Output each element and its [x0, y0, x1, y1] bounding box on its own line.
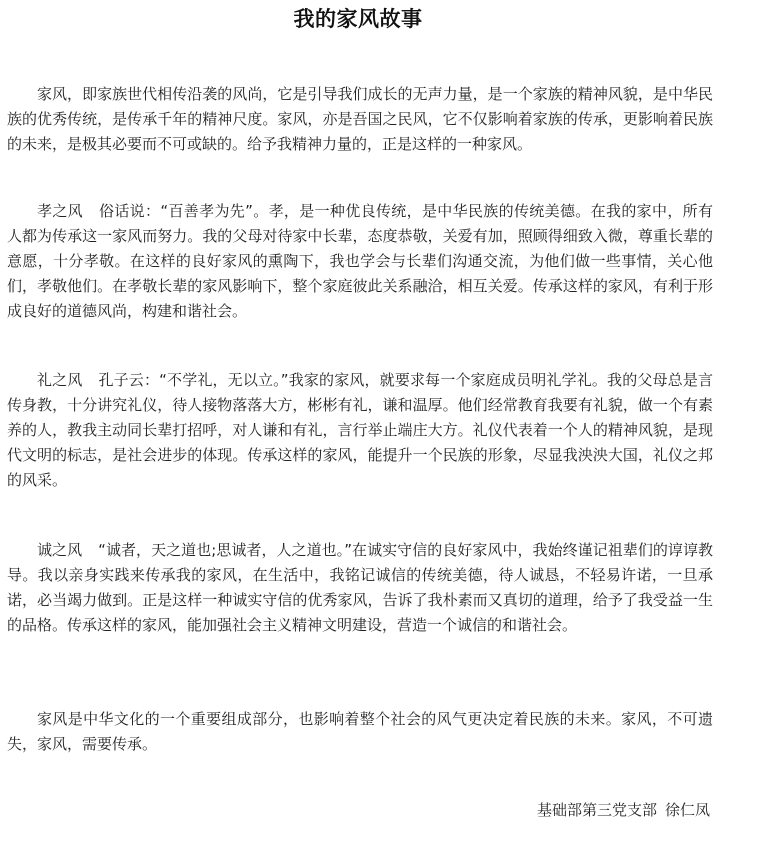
signature-org: 基础部第三党支部	[536, 801, 657, 819]
paragraph-text: 孔子云：“不学礼，无以立。”我家的家风，就要求每一个家庭成员明礼学礼。我的父母总是言传身教，十分讲究礼仪，待人接物落落大方，彬彬有礼，谦和温厚。他们经常教育我要有礼貌，做一个有素养的人，教我主动同长辈打招呼，对人谦和有礼，言行举止端庄大方。礼仪代表着一个人的精神风貌，是现代文明的标志，是社会进步的体现。传承这样的家风，能提升一个民族的形象，尽显我泱泱大国，礼仪之邦的风采。	[7, 371, 713, 489]
paragraph-intro	[7, 82, 713, 157]
paragraph-text: 家风是中华文化的一个重要组成部分，也影响着整个社会的风气更决定着民族的未来。家风，不可遗失，家风，需要传承。	[7, 710, 713, 753]
paragraph-text: 家风，即家族世代相传沿袭的风尚，它是引导我们成长的无声力量，是一个家族的精神风貌，是中华民族的优秀传统，是传承千年的精神尺度。家风，亦是吾国之民风，它不仅影响着家族的传承，更影响着民族的未来，是极其必要而不可或缺的。给予我精神力量的，正是这样的一种家风。	[7, 85, 713, 153]
paragraph-honesty	[7, 538, 713, 638]
signature	[537, 798, 710, 823]
document-title: 我的家风故事	[293, 7, 423, 31]
paragraph-text: “诚者，天之道也;思诚者，人之道也。”在诚实守信的良好家风中，我始终谨记祖辈们的谆谆教导。我以亲身实践来传承我的家风，在生活中，我铭记诚信的传统美德，待人诚恳，不轻易许诺，一旦承诺，必当竭力做到。正是这样一种诚实守信的优秀家风，告诉了我朴素而又真切的道理，给予了我受益一生的品格。传承这样的家风，能加强社会主义精神文明建设，营造一个诚信的和谐社会。	[7, 541, 713, 634]
paragraph-text: 俗话说：“百善孝为先”。孝，是一种优良传统，是中华民族的传统美德。在我的家中，所有人都为传承这一家风而努力。我的父母对待家中长辈，态度恭敬，关爱有加，照顾得细致入微，尊重长辈的意愿，十分孝敬。在这样的良好家风的熏陶下，我也学会与长辈们沟通交流，为他们做一些事情，关心他们，孝敬他们。在孝敬长辈的家风影响下，整个家庭彼此关系融洽，相互关爱。传承这样的家风，有利于形成良好的道德风尚，构建和谐社会。	[7, 202, 713, 320]
section-lead: 孝之风	[37, 202, 84, 220]
section-lead: 诚之风	[37, 541, 83, 559]
paragraph-etiquette	[7, 368, 713, 493]
paragraph-filial-piety	[7, 199, 713, 324]
paragraph-conclusion	[7, 707, 713, 757]
section-lead: 礼之风	[37, 371, 83, 389]
signature-name: 徐仁凤	[664, 801, 710, 819]
